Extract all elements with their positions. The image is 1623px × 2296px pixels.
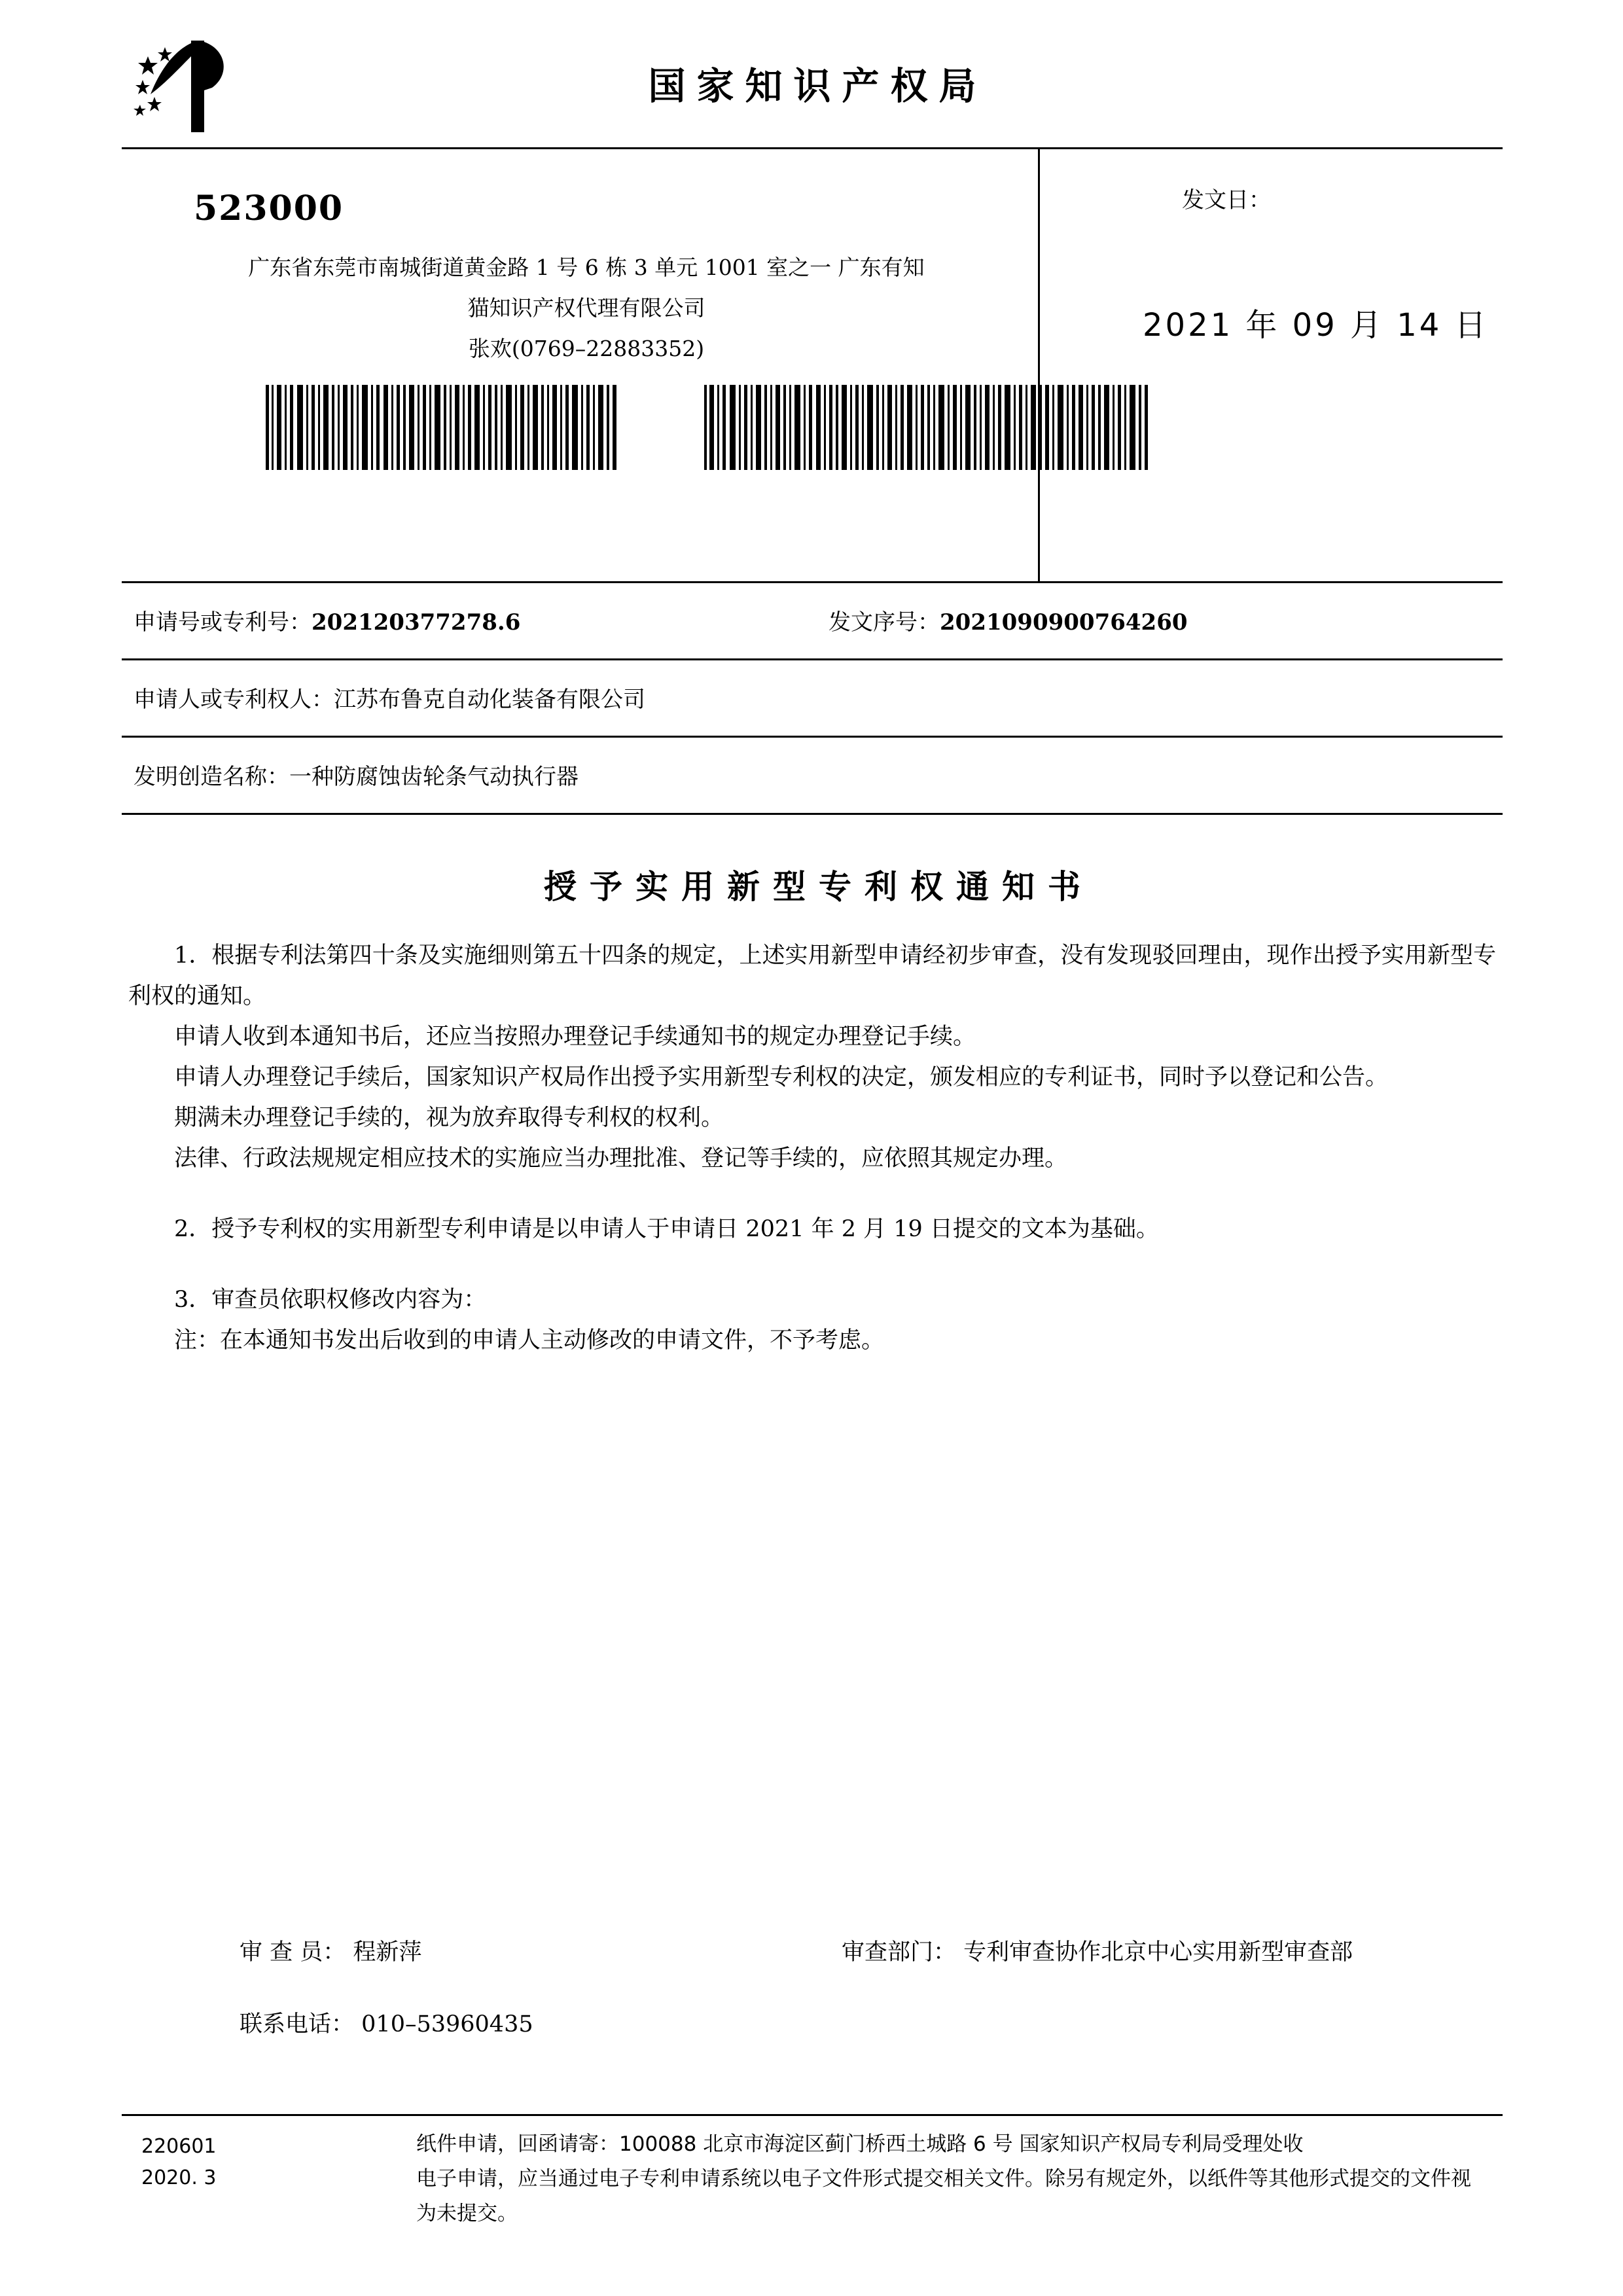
serial-number-label: 发文序号： xyxy=(829,609,940,636)
invention-value: 一种防腐蚀齿轮条气动执行器 xyxy=(289,764,579,790)
signature-block xyxy=(122,1934,1503,2037)
office-title: 国家知识产权局 xyxy=(648,64,988,108)
paragraph-2: 申请人收到本通知书后，还应当按照办理登记手续通知书的规定办理登记手续。 xyxy=(174,1024,976,1050)
department-field xyxy=(842,1934,1353,1967)
contact-phone-field xyxy=(240,2006,533,2039)
document-header xyxy=(122,26,1503,147)
recipient-address xyxy=(161,247,1012,369)
paragraph-7: 3．审查员依职权修改内容为： xyxy=(174,1287,487,1313)
postcode: 523000 xyxy=(194,188,344,228)
footer-line-1: 纸件申请，回函请寄：100088 北京市海淀区蓟门桥西土城路 6 号 国家知识产权局专利局受理处收 xyxy=(416,2132,1304,2156)
serial-number-value: 2021090900764260 xyxy=(940,609,1188,636)
address-line-3: 张欢(0769–22883352) xyxy=(468,336,705,361)
row-application-number xyxy=(122,583,1503,660)
paragraph-4: 期满未办理登记手续的，视为放弃取得专利权的权利。 xyxy=(174,1105,724,1131)
form-code-block xyxy=(141,2131,217,2194)
issue-date-label: 发文日： xyxy=(1182,187,1271,213)
footer-text-block xyxy=(416,2127,1489,2231)
row-invention xyxy=(122,738,1503,815)
paragraph-6: 2．授予专利权的实用新型专利申请是以申请人于申请日 2021 年 2 月 19 日提交的文本为基础。 xyxy=(174,1216,1159,1242)
department-name: 专利审查协作北京中心实用新型审查部 xyxy=(963,1939,1353,1965)
examiner-name: 程新萍 xyxy=(353,1939,422,1965)
examiner-label: 审 查 员： xyxy=(240,1939,346,1965)
paragraph-1: 1．根据专利法第四十条及实施细则第五十四条的规定，上述实用新型申请经初步审查，没有发现驳回理由，现作出授予实用新型专利权的通知。 xyxy=(128,942,1496,1009)
form-code: 220601 xyxy=(141,2135,217,2158)
examiner-field xyxy=(240,1934,421,1967)
form-version: 2020. 3 xyxy=(141,2166,217,2189)
serial-number-field xyxy=(829,604,1188,636)
application-number-value: 202120377278.6 xyxy=(312,609,521,636)
barcode-group xyxy=(122,385,1038,490)
address-line-2: 猫知识产权代理有限公司 xyxy=(467,295,705,321)
applicant-field xyxy=(134,681,645,713)
invention-field xyxy=(134,759,579,791)
footer-divider xyxy=(122,2114,1503,2116)
paragraph-5: 法律、行政法规规定相应技术的实施应当办理批准、登记等手续的，应依照其规定办理。 xyxy=(174,1145,1068,1172)
address-line-1: 广东省东莞市南城街道黄金路 1 号 6 栋 3 单元 1001 室之一 广东有知 xyxy=(248,255,925,280)
contact-phone-value: 010–53960435 xyxy=(361,2011,533,2037)
invention-label: 发明创造名称： xyxy=(134,764,289,790)
contact-phone-label: 联系电话： xyxy=(240,2011,355,2037)
address-date-block xyxy=(122,149,1503,583)
row-applicant xyxy=(122,660,1503,738)
barcode-serial-number xyxy=(704,385,1149,470)
document-inner xyxy=(122,26,1503,1361)
applicant-value: 江苏布鲁克自动化装备有限公司 xyxy=(334,687,645,713)
applicant-label: 申请人或专利权人： xyxy=(134,687,334,713)
application-number-label: 申请号或专利号： xyxy=(134,609,312,636)
barcode-application-number xyxy=(266,385,619,470)
footer-line-2: 电子申请，应当通过电子专利申请系统以电子文件形式提交相关文件。除另有规定外，以纸件等其他形式提交的文件视为未提交。 xyxy=(416,2167,1471,2225)
page-title: 授予实用新型专利权通知书 xyxy=(544,867,1094,906)
issue-date-value: 2021 年 09 月 14 日 xyxy=(1143,307,1489,344)
department-label: 审查部门： xyxy=(842,1939,957,1965)
paragraph-8: 注：在本通知书发出后收到的申请人主动修改的申请文件，不予考虑。 xyxy=(174,1327,885,1354)
application-number-field xyxy=(134,604,520,636)
paragraph-3: 申请人办理登记手续后，国家知识产权局作出授予实用新型专利权的决定，颁发相应的专利证书，同时予以登记和公告。 xyxy=(174,1064,1389,1090)
